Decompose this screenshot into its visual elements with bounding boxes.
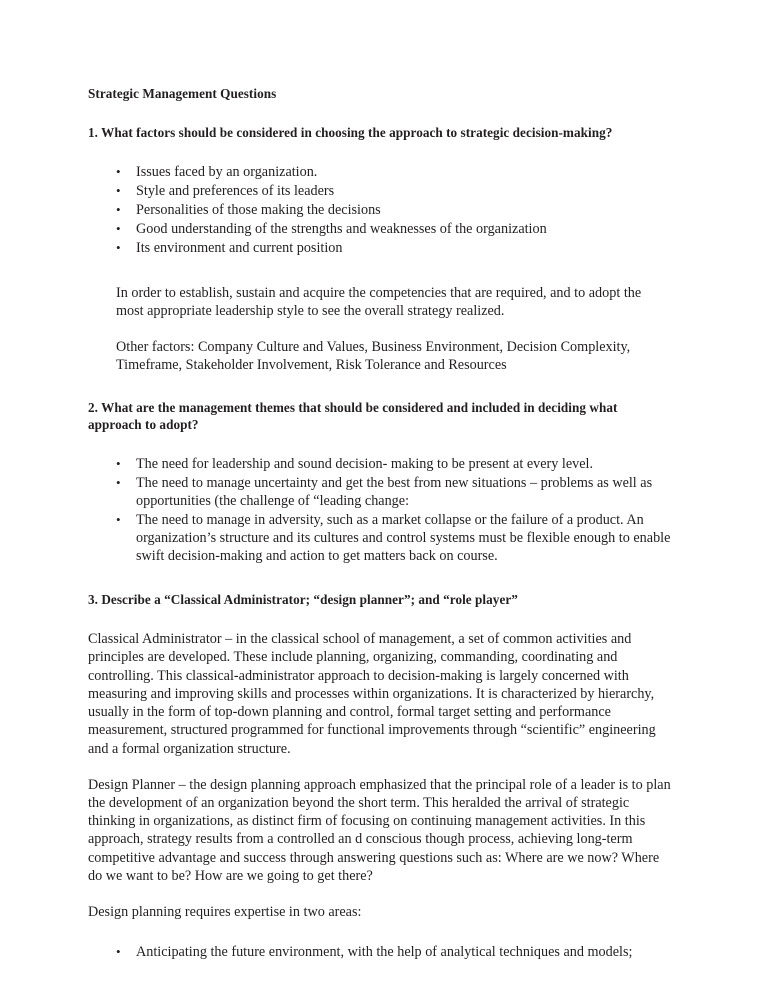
document-title: Strategic Management Questions bbox=[88, 86, 277, 101]
bullet-icon: • bbox=[116, 220, 121, 236]
list-item bbox=[88, 511, 672, 566]
bullet-icon: • bbox=[116, 239, 121, 255]
list-item bbox=[88, 182, 672, 200]
question-2-bullet-list bbox=[88, 455, 672, 565]
bullet-icon: • bbox=[116, 182, 121, 198]
list-item bbox=[88, 239, 672, 257]
question-1-paragraph-2: Other factors: Company Culture and Values, Business Environment, Decision Complexity, Timeframe, Stakeholder Involvement, Risk Tolerance and Resources bbox=[116, 338, 631, 374]
question-1-bullet-list bbox=[88, 163, 672, 257]
list-item-text: The need for leadership and sound decision- making to be present at every level. bbox=[136, 456, 593, 473]
list-item bbox=[88, 474, 672, 511]
bullet-icon: • bbox=[116, 201, 121, 217]
question-3-heading: 3. Describe a “Classical Administrator; “design planner”; and “role player” bbox=[88, 591, 518, 607]
list-item-text: The need to manage in adversity, such as a market collapse or the failure of a product. An organization’s structure and its cultures and control systems must be flexible enough to enable swift decision-making and action to get matters back on course. bbox=[136, 511, 671, 565]
bullet-icon: • bbox=[116, 456, 121, 472]
list-item-text: Issues faced by an organization. bbox=[136, 164, 318, 180]
list-item bbox=[88, 201, 672, 219]
bullet-icon: • bbox=[116, 944, 121, 960]
classical-administrator-paragraph: Classical Administrator – in the classical school of management, a set of common activities and principles are developed. These include planning, organizing, commanding, coordinating and controlling. This classical-administrator approach to decision-making is largely concerned with measuring and improving skills and processes within organizations. It is characterized by hierarchy, usually in the form of top-down planning and control, formal target setting and performance measurement, structured programmed for functional improvements through “scientific” engineering and a formal organization structure. bbox=[88, 631, 656, 757]
list-item bbox=[88, 220, 672, 238]
list-item bbox=[88, 943, 672, 961]
list-item-text: Good understanding of the strengths and weaknesses of the organization bbox=[136, 220, 547, 237]
list-item-text: Personalities of those making the decisions bbox=[136, 201, 381, 218]
list-item-text: Anticipating the future environment, with the help of analytical techniques and models; bbox=[136, 944, 633, 961]
question-1-paragraph-1: In order to establish, sustain and acquire the competencies that are required, and to adopt the most appropriate leadership style to see the overall strategy realized. bbox=[116, 284, 642, 319]
list-item bbox=[88, 163, 672, 181]
bullet-icon: • bbox=[116, 511, 121, 527]
list-item-text: The need to manage uncertainty and get the best from new situations – problems as well as opportunities (the challenge of “leading change: bbox=[136, 474, 653, 510]
question-1-heading: 1. What factors should be considered in choosing the approach to strategic decision-making? bbox=[88, 124, 613, 140]
design-planning-intro-paragraph: Design planning requires expertise in two areas: bbox=[88, 903, 362, 920]
question-2-heading: 2. What are the management themes that should be considered and included in deciding what approach to adopt? bbox=[88, 400, 618, 432]
design-planner-paragraph: Design Planner – the design planning approach emphasized that the principal role of a leader is to plan the development of an organization beyond the short term. This heralded the arrival of strategic thinking in organizations, as distinct firm of focusing on continuing management activities. In this approach, strategy results from a controlled an d conscious though process, achieving long-term competitive advantage and success through answering questions such as: Where are we now? Where do we want to be? How are we going to get there? bbox=[88, 776, 671, 884]
bullet-icon: • bbox=[116, 474, 121, 490]
document-content bbox=[88, 86, 672, 962]
question-3-bullet-list bbox=[88, 943, 672, 961]
bullet-icon: • bbox=[116, 164, 121, 179]
list-item-text: Style and preferences of its leaders bbox=[136, 182, 335, 199]
list-item-text: Its environment and current position bbox=[136, 239, 343, 256]
list-item bbox=[88, 455, 672, 473]
